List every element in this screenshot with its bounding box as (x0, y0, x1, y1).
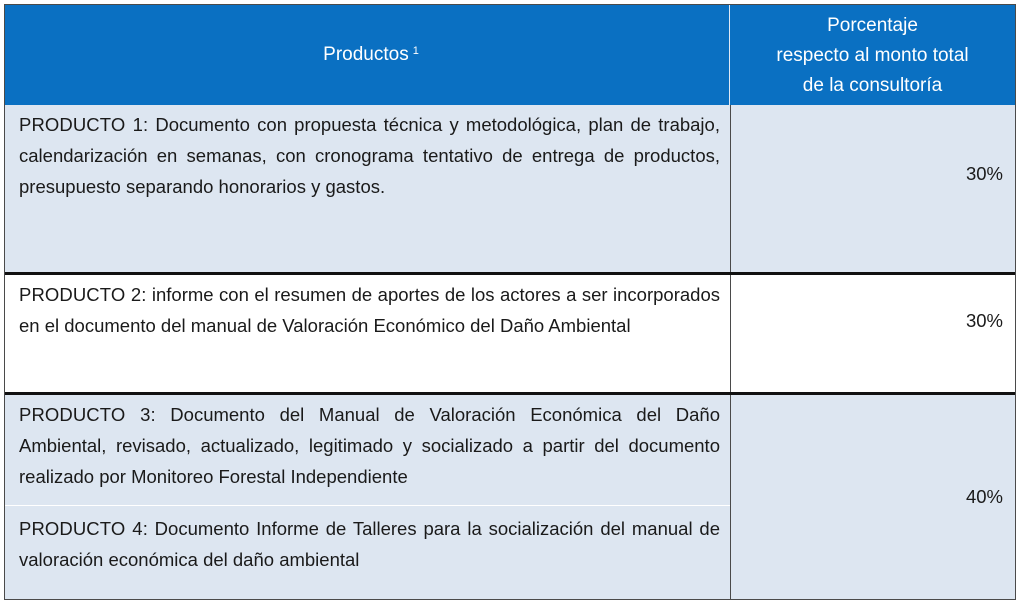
products-header-label: Productos (323, 44, 409, 65)
footnote-mark: 1 (412, 45, 419, 57)
producto-1-text: : Documento con propuesta técnica y metodológica, plan de trabajo, calendarización en semanas, con cronograma tentativo de entrega de productos, presupuesto separando honorarios y gastos. (19, 114, 720, 197)
producto-3-4-percent (730, 395, 1015, 599)
producto-1-percent-value: 30% (965, 163, 1003, 184)
producto-2-label: PRODUCTO 2 (19, 284, 142, 305)
percent-header-line2: respecto al monto total (776, 45, 969, 66)
producto-1-label: PRODUCTO 1 (19, 114, 144, 135)
products-column-header (5, 5, 729, 105)
producto-4-label: PRODUCTO 4 (19, 518, 143, 539)
table-row-producto-1 (5, 105, 1015, 273)
percent-header-line1: Porcentaje (827, 15, 918, 36)
producto-3-description (5, 395, 730, 503)
producto-3-label: PRODUCTO 3 (19, 404, 151, 425)
producto-2-text: : informe con el resumen de aportes de los actores a ser incorporados en el documento del manual de Valoración Económico del Daño Ambiental (19, 284, 720, 336)
table-header (5, 5, 1015, 105)
percent-column-header (729, 5, 1015, 105)
producto-1-description (5, 105, 730, 273)
producto-1-percent (730, 105, 1015, 273)
inner-row-divider (5, 505, 730, 506)
producto-3-text: : Documento del Manual de Valoración Económica del Daño Ambiental, revisado, actualizado, legitimado y socializado a partir del documento realizado por Monitoreo Forestal Independiente (19, 404, 720, 487)
producto-2-description (5, 275, 730, 393)
products-table (4, 4, 1016, 600)
table-row-producto-2 (5, 275, 1015, 393)
producto-3-4-percent-value: 40% (965, 486, 1003, 507)
table-row-producto-3-4 (5, 395, 1015, 599)
producto-4-description (5, 507, 730, 599)
producto-2-percent (730, 275, 1015, 393)
percent-header-line3: de la consultoría (802, 75, 943, 96)
producto-4-text: : Documento Informe de Talleres para la socialización del manual de valoración económica del daño ambiental (19, 518, 720, 570)
producto-2-percent-value: 30% (965, 310, 1003, 331)
